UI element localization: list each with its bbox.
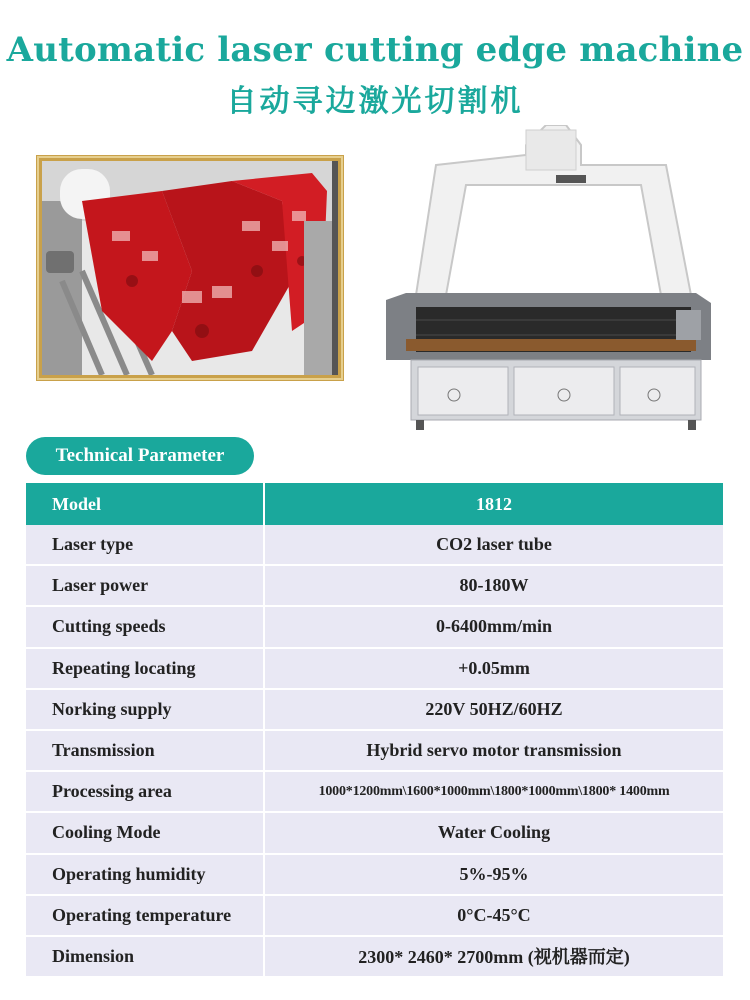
technical-parameter-table (26, 483, 723, 978)
param-label: Norking supply (26, 689, 264, 730)
table-row (26, 565, 723, 606)
param-value: 0-6400mm/min (264, 606, 723, 647)
header-model-label: Model (26, 483, 264, 525)
param-label: Dimension (26, 936, 264, 977)
table-row (26, 854, 723, 895)
table-row (26, 525, 723, 565)
section-badge: Technical Parameter (26, 437, 254, 475)
table-row (26, 812, 723, 853)
param-value: 1000*1200mm\1600*1000mm\1800*1000mm\1800* 1400mm (264, 771, 723, 812)
page-subtitle: 自动寻边激光切割机 (226, 84, 524, 119)
fabric-photo-illustration (42, 161, 338, 375)
table-row (26, 771, 723, 812)
table-row (26, 648, 723, 689)
table-row (26, 936, 723, 977)
laser-cutting-machine-image (376, 125, 716, 435)
header-model-value: 1812 (264, 483, 723, 525)
table-row (26, 895, 723, 936)
page-title: Automatic laser cutting edge machine (6, 30, 744, 70)
table-row (26, 606, 723, 647)
param-value: 220V 50HZ/60HZ (264, 689, 723, 730)
param-label: Cooling Mode (26, 812, 264, 853)
param-label: Laser power (26, 565, 264, 606)
param-value: 5%-95% (264, 854, 723, 895)
param-value: Hybrid servo motor transmission (264, 730, 723, 771)
param-value: 80-180W (264, 565, 723, 606)
param-value: Water Cooling (264, 812, 723, 853)
param-label: Laser type (26, 525, 264, 565)
param-value: +0.05mm (264, 648, 723, 689)
table-row (26, 689, 723, 730)
param-label: Transmission (26, 730, 264, 771)
param-label: Repeating locating (26, 648, 264, 689)
param-value: 0°C-45°C (264, 895, 723, 936)
param-value: 2300* 2460* 2700mm (视机器而定) (264, 936, 723, 977)
param-label: Cutting speeds (26, 606, 264, 647)
param-label: Operating humidity (26, 854, 264, 895)
param-label: Processing area (26, 771, 264, 812)
param-label: Operating temperature (26, 895, 264, 936)
table-header-row (26, 483, 723, 525)
param-value: CO2 laser tube (264, 525, 723, 565)
fabric-feeding-photo (36, 155, 344, 381)
machine-illustration (376, 125, 716, 435)
table-row (26, 730, 723, 771)
